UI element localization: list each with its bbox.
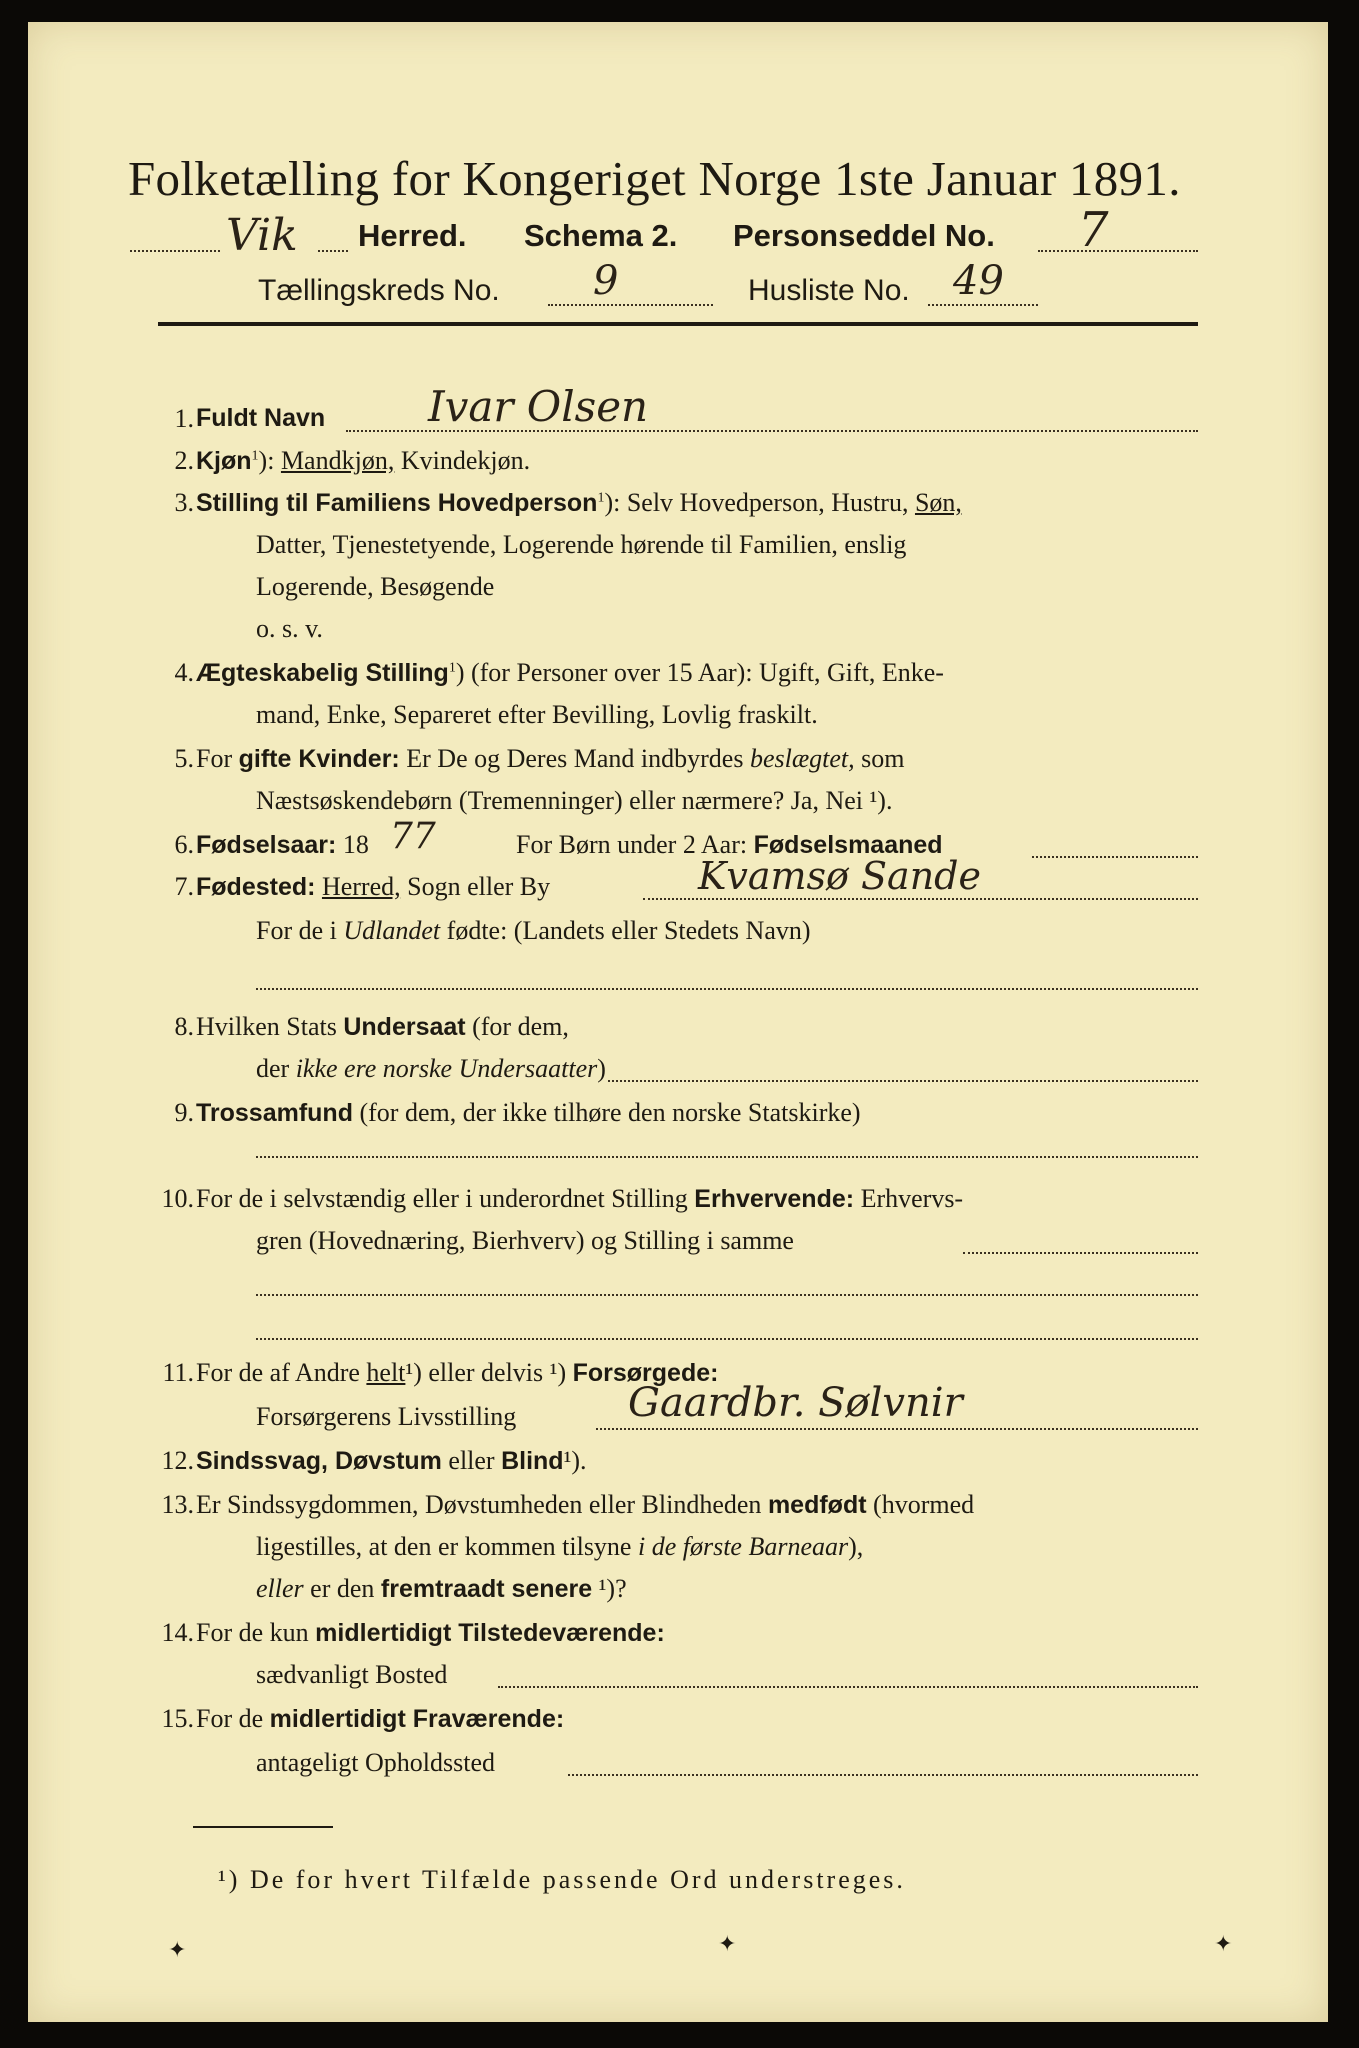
header-rule xyxy=(158,322,1198,326)
field-text-italic: Udlandet xyxy=(343,916,441,945)
tallingskreds-label: Tællingskreds No. xyxy=(258,274,500,307)
field-text-italic: i de første Barneaar xyxy=(637,1532,849,1561)
erhverv-dotline-1 xyxy=(963,1252,1198,1254)
birthplace-answer: Kvamsø Sande xyxy=(698,854,981,898)
field-number: 6. xyxy=(174,830,194,859)
field-label: Fødested: xyxy=(196,873,316,901)
field-label: Stilling til Familiens Hovedperson xyxy=(196,489,598,517)
field-text: Er De og Deres Mand indbyrdes xyxy=(399,744,750,773)
field-text: antageligt Opholdssted xyxy=(256,1748,496,1777)
field-label: midlertidigt Fraværende: xyxy=(269,1705,565,1733)
field-text: eller xyxy=(441,1446,502,1475)
erhverv-dotline-2 xyxy=(256,1294,1198,1296)
field-number: 4. xyxy=(174,658,194,687)
husliste-dotline xyxy=(928,304,1038,306)
field-number: 12. xyxy=(161,1446,194,1475)
field-number: 9. xyxy=(174,1098,194,1127)
pin-hole-mark: ✦ xyxy=(168,1938,187,1963)
field-text: (for dem, xyxy=(465,1012,569,1041)
option-mandkjon-underlined: Mandkjøn, xyxy=(280,446,395,475)
herred-dotline-2 xyxy=(318,250,348,252)
provider-answer: Gaardbr. Sølvnir xyxy=(628,1380,963,1426)
field-text: ), xyxy=(848,1532,864,1561)
field-text: Er Sindssygdommen, Døvstumheden eller Blindheden xyxy=(196,1490,768,1519)
field-label: fremtraadt senere xyxy=(380,1575,593,1603)
field-label: Blind xyxy=(501,1447,564,1475)
field-text: ¹) eller delvis ¹) xyxy=(405,1358,573,1387)
field-text: Datter, Tjenestetyende, Logerende hørende til Familien, enslig xyxy=(256,530,907,559)
foreign-place-dotline xyxy=(256,988,1198,990)
field-number: 10. xyxy=(161,1184,194,1213)
field-text: ): xyxy=(258,446,281,475)
field-text-italic: beslægtet, xyxy=(749,744,855,773)
field-label: Erhvervende: xyxy=(694,1185,855,1213)
field-text: der xyxy=(256,1054,296,1083)
field-text: Logerende, Besøgende xyxy=(256,572,495,601)
field-text: For de i selvstændig eller i underordnet Stilling xyxy=(196,1184,695,1213)
month-dotline xyxy=(1032,856,1198,858)
field-number: 15. xyxy=(161,1704,194,1733)
option-kvindekjon: Kvindekjøn. xyxy=(394,446,531,475)
field-label: medfødt xyxy=(767,1491,867,1519)
field-text: ligestilles, at den er kommen tilsyne xyxy=(256,1532,638,1561)
personseddel-dotline xyxy=(1038,250,1198,252)
husliste-value: 49 xyxy=(953,258,1004,304)
schema-label: Schema 2. xyxy=(524,218,678,253)
field-number: 11. xyxy=(162,1358,194,1387)
field-text: Hvilken Stats xyxy=(196,1012,344,1041)
field-text: sædvanligt Bosted xyxy=(256,1660,448,1689)
field-number: 14. xyxy=(161,1618,194,1647)
field-label: Kjøn xyxy=(196,447,252,475)
provider-dotline xyxy=(596,1428,1198,1430)
personseddel-label: Personseddel No. xyxy=(733,218,995,253)
option-helt-underlined: helt xyxy=(366,1358,406,1387)
field-number: 8. xyxy=(174,1012,194,1041)
name-answer: Ivar Olsen xyxy=(428,382,649,431)
field-text: (for dem, der ikke tilhøre den norske Statskirke) xyxy=(352,1098,861,1127)
field-text: Sogn eller By xyxy=(400,872,551,901)
field-label: Fuldt Navn xyxy=(196,404,326,432)
field-number: 2. xyxy=(174,446,194,475)
bosted-dotline xyxy=(498,1686,1198,1688)
erhverv-dotline-3 xyxy=(256,1338,1198,1340)
field-label: Trossamfund xyxy=(196,1099,353,1127)
field-number: 1. xyxy=(174,404,194,433)
field-text: (hvormed xyxy=(866,1490,975,1519)
husliste-label: Husliste No. xyxy=(748,274,910,307)
herred-dotline xyxy=(130,250,220,252)
census-form: Folketælling for Kongeriget Norge 1ste Januar 1891. Vik Herred. Schema 2. Personseddel No. 7 Tællingskreds No. 9 Husliste No. 49 1. Fuldt Navn Ivar Olsen 2. Kjøn$^1$): Mandkjøn, Kvindekjøn. 3. Stilling til Familiens Hovedperson$^1$): Selv Hovedperson, Hustru, Søn, Datter, Tjenestetyende, Logerende hørende til Familien, enslig Logerende, Besøgende o. s. v. 4. Ægteskabelig Stilling$^1$) (for Personer over 15 Aar): Ugift, Gift, Enke- mand, Enke, Separeret efter Bevilling, Lovlig fraskilt. 5. For gifte Kvinder: Er De og Deres Mand indbyrdes beslægtet, som Næstsøskendebørn (Tremenninger) eller nærmere? Ja, Nei ¹). 6. Fødselsaar: 18 77 For Børn under 2 Aar: Fødselsmaaned 7. Fødested: Herred, Sogn eller By Kvamsø Sande For de i Udlandet fødte: (Landets eller Stedets Navn) 8. Hvilken Stats Undersaat (for dem, der ikke ere norske Undersaatter) 9. Trossamfund (for dem, der ikke tilhøre den norske Statskirke) 10. For de i selvstændig eller i underordnet Stilling Erhvervende: Erhvervs- gren (Hovednæring, Bierhverv) og Stilling i samme 11. For de af Andre helt¹) eller delvis ¹) Forsørgede: Forsørgerens Livsstilling Gaardbr. Sølvnir 12. Sindssvag, Døvstum eller Blind¹). 13. Er Sindssygdommen, Døvstumheden eller Blindheden medfødt (hvormed ligestilles, at den er kommen tilsyne i de første Barneaar), eller er den fremtraadt senere ¹)? 14. For de kun midlertidigt Tilstedeværende: sædvanligt Bosted 15. For de midlertidigt Fraværende: antageligt Opholdssted ¹) De for hvert Tilfælde passende Ord understreges. ✦ ✦ ✦ xyxy=(28,22,1328,2022)
field-text-italic: eller xyxy=(256,1574,304,1603)
pin-hole-mark: ✦ xyxy=(718,1932,737,1957)
field-text-italic: ikke ere norske Undersaatter xyxy=(295,1054,598,1083)
field-text: For de af Andre xyxy=(196,1358,367,1387)
field-text: o. s. v. xyxy=(256,614,323,643)
herred-value: Vik xyxy=(226,210,298,261)
field-text: For de kun xyxy=(196,1618,316,1647)
field-label: Fødselsaar: xyxy=(196,831,337,859)
pin-hole-mark: ✦ xyxy=(1214,1932,1233,1957)
field-number: 5. xyxy=(174,744,194,773)
field-text: ) (for Personer over 15 Aar): Ugift, Gift, Enke- xyxy=(455,658,944,687)
field-text: For de i xyxy=(256,916,344,945)
field-text: mand, Enke, Separeret efter Bevilling, Lovlig fraskilt. xyxy=(256,700,818,729)
form-title: Folketælling for Kongeriget Norge 1ste Januar 1891. xyxy=(128,151,1181,206)
field-text: 18 xyxy=(336,830,369,859)
field-label: Forsørgede: xyxy=(572,1359,719,1387)
field-number: 3. xyxy=(174,488,194,517)
field-text: som xyxy=(854,744,905,773)
field-text: Forsørgerens Livsstilling xyxy=(256,1402,517,1431)
tallingskreds-dotline xyxy=(548,304,713,306)
birthyear-answer: 77 xyxy=(390,816,436,857)
field-text: For Børn under 2 Aar: xyxy=(516,830,754,859)
trossamfund-dotline xyxy=(256,1156,1198,1158)
field-text: ¹). xyxy=(563,1446,587,1475)
field-label: Fødselsmaaned xyxy=(753,831,943,859)
field-text: er den xyxy=(303,1574,381,1603)
opholdssted-dotline xyxy=(568,1774,1198,1776)
footnote: ¹) De for hvert Tilfælde passende Ord understreges. xyxy=(218,1865,906,1894)
option-herred-underlined: Herred, xyxy=(321,872,401,901)
field-label: Ægteskabelig Stilling xyxy=(196,659,449,687)
field-text: Erhvervs- xyxy=(854,1184,964,1213)
undersaat-dotline xyxy=(608,1080,1198,1082)
tallingskreds-value: 9 xyxy=(593,258,619,304)
field-text: For de xyxy=(196,1704,270,1733)
field-number: 7. xyxy=(174,872,194,901)
field-text: For xyxy=(196,744,239,773)
field-text: fødte: (Landets eller Stedets Navn) xyxy=(440,916,811,945)
field-text: ): Selv Hovedperson, Hustru, xyxy=(604,488,915,517)
field-number: 13. xyxy=(161,1490,194,1519)
field-text: gren (Hovednæring, Bierhverv) og Stilling i samme xyxy=(256,1226,794,1255)
field-text: Næstsøskendebørn (Tremenninger) eller nærmere? Ja, Nei ¹). xyxy=(256,786,893,815)
field-text: ¹)? xyxy=(592,1574,627,1603)
option-son-underlined: Søn, xyxy=(914,488,962,517)
footnote-rule xyxy=(193,1826,333,1828)
herred-label: Herred. xyxy=(358,218,467,253)
field-label: Undersaat xyxy=(343,1013,466,1041)
birthplace-dotline xyxy=(643,898,1198,900)
field-label: gifte Kvinder: xyxy=(238,745,400,773)
field-label: Sindssvag, Døvstum xyxy=(196,1447,442,1475)
field-label: midlertidigt Tilstedeværende: xyxy=(315,1619,665,1647)
personseddel-value: 7 xyxy=(1078,202,1109,258)
name-dotline xyxy=(346,430,1198,432)
